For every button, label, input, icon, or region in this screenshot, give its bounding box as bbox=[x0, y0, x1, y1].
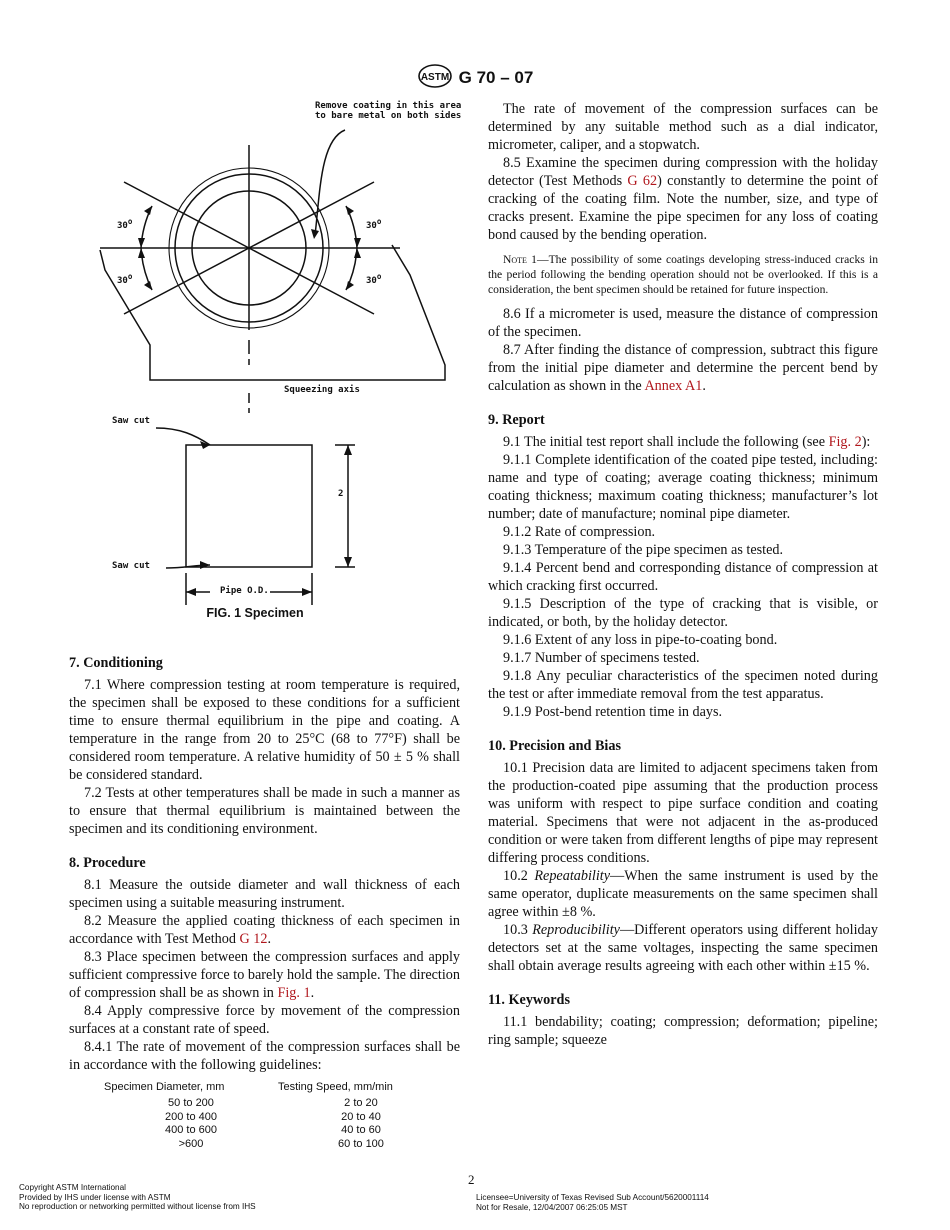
para-10-1: 10.1 Precision data are limited to adjacent specimens taken from the production-coated pipe assuming that the production process was uniform with respect to pipe surface condition and coating material. Specimens that were not adjacent in the as-produced condition or were taken from different lengths of pipe may represent differing process conditions. bbox=[488, 760, 878, 866]
angle-label-ur: 30$^o$ bbox=[366, 217, 382, 231]
table-row: 50 to 200 2 to 20 bbox=[168, 1097, 378, 1109]
annotation-arrowhead bbox=[311, 229, 319, 239]
saw-cut-bottom-label: Saw cut bbox=[112, 561, 150, 571]
table-header-diameter: Specimen Diameter, mm bbox=[104, 1081, 225, 1093]
annotation-text: Remove coating in this area to bare metal on both sides bbox=[315, 101, 462, 121]
astm-logo-icon bbox=[417, 64, 453, 93]
para-9-1-4: 9.1.4 Percent bend and corresponding distance of compression at which cracking first occurred. bbox=[488, 560, 878, 594]
para-9-1-8: 9.1.8 Any peculiar characteristics of the specimen noted during the test or after immediate removal from the test apparatus. bbox=[488, 668, 878, 702]
angle-label-ll: 30$^o$ bbox=[117, 272, 133, 286]
para-8-3: 8.3 Place specimen between the compression surfaces and apply sufficient compressive force to barely hold the sample. The direction of compression shall be as shown in Fig. 1. bbox=[69, 949, 460, 1001]
table-row: 200 to 400 20 to 40 bbox=[164, 1110, 381, 1123]
table-row: 400 to 600 40 to 60 bbox=[164, 1124, 381, 1136]
annotation-leader bbox=[315, 130, 345, 235]
link-g62[interactable]: G 62 bbox=[627, 173, 658, 189]
section-11-heading: 11. Keywords bbox=[488, 992, 570, 1008]
para-9-1-3: 9.1.3 Temperature of the pipe specimen as tested. bbox=[503, 542, 784, 558]
dimension-label: 2 bbox=[338, 489, 344, 499]
para-9-1-9: 9.1.9 Post-bend retention time in days. bbox=[503, 704, 723, 720]
speed-table bbox=[104, 1078, 444, 1151]
footer-left: Copyright ASTM International Provided by IHS under license with ASTM No reproduction or networking permitted without license from IHS bbox=[19, 1183, 256, 1211]
logo-text: ASTM bbox=[420, 72, 449, 83]
link-g12[interactable]: G 12 bbox=[239, 931, 268, 947]
link-annex-a1[interactable]: Annex A1 bbox=[644, 378, 703, 394]
para-9-1-5: 9.1.5 Description of the type of cracking that is visible, or indicated, or both, by the holiday detector. bbox=[488, 596, 878, 630]
table-row: >600 60 to 100 bbox=[178, 1137, 384, 1150]
specimen-rect bbox=[186, 445, 312, 567]
table-header-speed: Testing Speed, mm/min bbox=[277, 1081, 393, 1093]
para-8-4: 8.4 Apply compressive force by movement of the compression surfaces at a constant rate of speed. bbox=[69, 1003, 460, 1037]
saw-cut-top-label: Saw cut bbox=[112, 416, 150, 426]
para-10-2: 10.2 Repeatability—When the same instrument is used by the same operator, duplicate measurements on the same specimen shall agree within ±8 %. bbox=[488, 868, 878, 920]
section-8-heading: 8. Procedure bbox=[69, 855, 146, 871]
para-9-1-6: 9.1.6 Extent of any loss in pipe-to-coating bond. bbox=[503, 632, 778, 648]
pipe-od-label: Pipe O.D. bbox=[220, 586, 269, 596]
link-fig1[interactable]: Fig. 1 bbox=[277, 985, 311, 1001]
right-column bbox=[488, 100, 878, 1049]
para-8-4-1-cont: The rate of movement of the compression surfaces can be determined by any suitable method such as a dial indicator, micrometer, caliper, and a stopwatch. bbox=[488, 101, 878, 153]
section-10-heading: 10. Precision and Bias bbox=[488, 738, 621, 754]
para-11-1: 11.1 bendability; coating; compression; deformation; pipeline; ring sample; squeeze bbox=[488, 1014, 878, 1048]
para-10-3: 10.3 Reproducibility—Different operators using different holiday detectors set at the same voltages, inspecting the same specimen shall obtain average results agreeing with each other within ±15 %. bbox=[488, 922, 879, 974]
angle-label-ul: 30$^o$ bbox=[117, 217, 133, 231]
angle-label-lr: 30$^o$ bbox=[366, 272, 382, 286]
para-9-1-7: 9.1.7 Number of specimens tested. bbox=[503, 650, 700, 666]
designation: G 70 – 07 bbox=[458, 67, 534, 87]
para-7-1: 7.1 Where compression testing at room temperature is required, the specimen shall be exposed to these conditions for a sufficient time to ensure thermal equilibrium in the pipe and coating. A temperature in the range from 20 to 25°C (68 to 77°F) shall be considered room temperature. A relative humidity of 50 ± 5 % shall be considered standard. bbox=[69, 677, 460, 783]
para-8-2: 8.2 Measure the applied coating thickness of each specimen in accordance with Test Method G 12. bbox=[69, 913, 460, 947]
squeezing-axis-label: Squeezing axis bbox=[284, 385, 360, 395]
para-8-5: 8.5 Examine the specimen during compression with the holiday detector (Test Methods G 62) constantly to determine the point of cracking of the coating film. Note the number, size, and type of cracks present. Examine the pipe specimen for any loss of coating bond caused by the bending operation. bbox=[488, 155, 878, 243]
para-8-7: 8.7 After finding the distance of compression, subtract this figure from the initial pipe diameter and determine the percent bend by calculation as shown in the Annex A1. bbox=[488, 342, 878, 394]
footer-right: Licensee=University of Texas Revised Sub Account/5620001114 Not for Resale, 12/04/2007 06:25:05 MST bbox=[476, 1193, 709, 1212]
para-8-6: 8.6 If a micrometer is used, measure the distance of compression of the specimen. bbox=[488, 306, 878, 340]
para-9-1-2: 9.1.2 Rate of compression. bbox=[503, 524, 656, 540]
section-9-heading: 9. Report bbox=[488, 412, 545, 428]
page-header bbox=[0, 64, 950, 93]
figure-caption: FIG. 1 Specimen bbox=[206, 606, 304, 620]
para-8-4-1: 8.4.1 The rate of movement of the compression surfaces shall be in accordance with the following guidelines: bbox=[69, 1039, 460, 1073]
figure-1 bbox=[70, 95, 470, 635]
squeezing-axis-line bbox=[100, 245, 445, 380]
para-9-1-1: 9.1.1 Complete identification of the coated pipe tested, including: name and type of coating; average coating thickness; minimum coating thickness; maximum coating thickness; manufacturer’s lot number; date of manufacture; nominal pipe diameter. bbox=[488, 452, 878, 522]
para-8-1: 8.1 Measure the outside diameter and wall thickness of each specimen using a suitable measuring instrument. bbox=[69, 877, 460, 911]
para-9-1: 9.1 The initial test report shall include the following (see Fig. 2): bbox=[503, 434, 871, 450]
para-7-2: 7.2 Tests at other temperatures shall be made in such a manner as to ensure that thermal equilibrium is maintained between the specimen and its conditioning environment. bbox=[69, 785, 460, 837]
section-7-heading: 7. Conditioning bbox=[69, 655, 163, 671]
link-fig2[interactable]: Fig. 2 bbox=[828, 434, 862, 450]
note-1: Note 1—The possibility of some coatings developing stress-induced cracks in the period following the bending operation should not be overlooked. If this is a consideration, the bent specimen should be retained for future inspection. bbox=[488, 253, 879, 296]
left-column bbox=[69, 654, 460, 1151]
page-number: 2 bbox=[468, 1172, 475, 1187]
